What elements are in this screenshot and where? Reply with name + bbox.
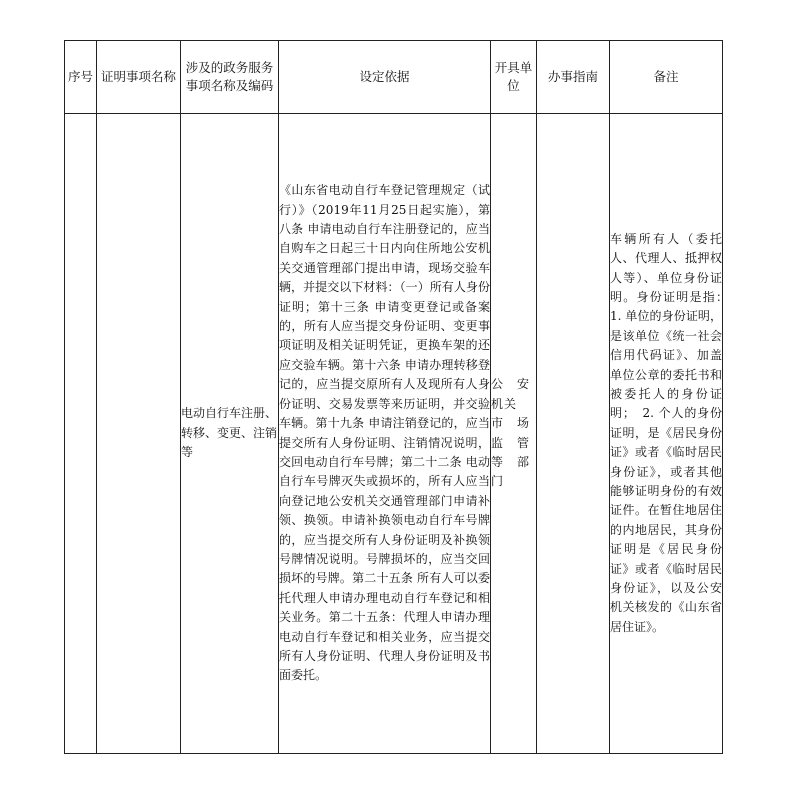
service-item-cell: 电动自行车注册、转移、变更、注销等 <box>181 114 279 754</box>
cert-name-cell <box>97 114 181 754</box>
issuer-line: 门 <box>491 474 505 489</box>
remark-cell: 车辆所有人（委托人、代理人、抵押权人等）、单位身份证明。身份证明是指： 1. 单位的身份证明，是该单位《统一社会信用代码证》、加盖单位公章的委托书和被委托人的身份证明； 2. 个人的身份证明，是《居民身份证》或者《临时居民身份证》，或者其他能够证明身份的有效证件。在暂住地居住的内地居民，其身份证明是《居民身份证》或者《临时居民身份证》，以及公安机关核发的《山东省居住证》。 <box>610 114 723 754</box>
basis-cell: 《山东省电动自行车登记管理规定（试行）》（2019年11月25日起实施），第八条 申请电动自行车注册登记的，应当自购车之日起三十日内向住所地公安机关交通管理部门提出申请，现场交验车辆，并提交以下材料：（一）所有人身份证明；第十三条 申请变更登记或备案的，所有人应当提交身份证明、变更事项证明及相关证明凭证，更换车架的还应交验车辆。第十六条 申请办理转移登记的，应当提交原所有人及现所有人身份证明、交易发票等来历证明，并交验车辆。第十九条 申请注销登记的，应当提交所有人身份证明、注销情况说明，交回电动自行车号牌；第二十二条 电动自行车号牌灭失或损坏的，所有人应当向登记地公安机关交通管理部门申请补领、换领。申请补换领电动自行车号牌的，应当提交所有人身份证明及补换领号牌情况说明。号牌损坏的，应当交回损坏的号牌。第二十五条 所有人可以委托代理人申请办理电动自行车登记和相关业务。第二十五条：代理人申请办理电动自行车登记和相关业务，应当提交所有人身份证明、代理人身份证明及书面委托。 <box>279 114 491 754</box>
issuer-line: 公 安 <box>491 377 531 392</box>
issuer-line: 市 场 <box>491 416 531 431</box>
issuer-line: 等 部 <box>491 454 531 469</box>
header-remark: 备注 <box>610 41 723 114</box>
issuer-line: 监 管 <box>491 435 531 450</box>
header-row <box>65 41 723 114</box>
header-basis: 设定依据 <box>279 41 491 114</box>
header-issuer: 开具单位 <box>491 41 537 114</box>
header-guide: 办事指南 <box>537 41 610 114</box>
header-service-item: 涉及的政务服务事项名称及编码 <box>181 41 279 114</box>
seq-cell <box>65 114 97 754</box>
certificate-table <box>64 40 735 754</box>
issuer-line: 机关 <box>491 396 518 411</box>
table-row <box>65 114 723 754</box>
guide-cell <box>537 114 610 754</box>
header-seq: 序号 <box>65 41 97 114</box>
header-cert-name: 证明事项名称 <box>97 41 181 114</box>
issuer-cell <box>491 114 537 754</box>
